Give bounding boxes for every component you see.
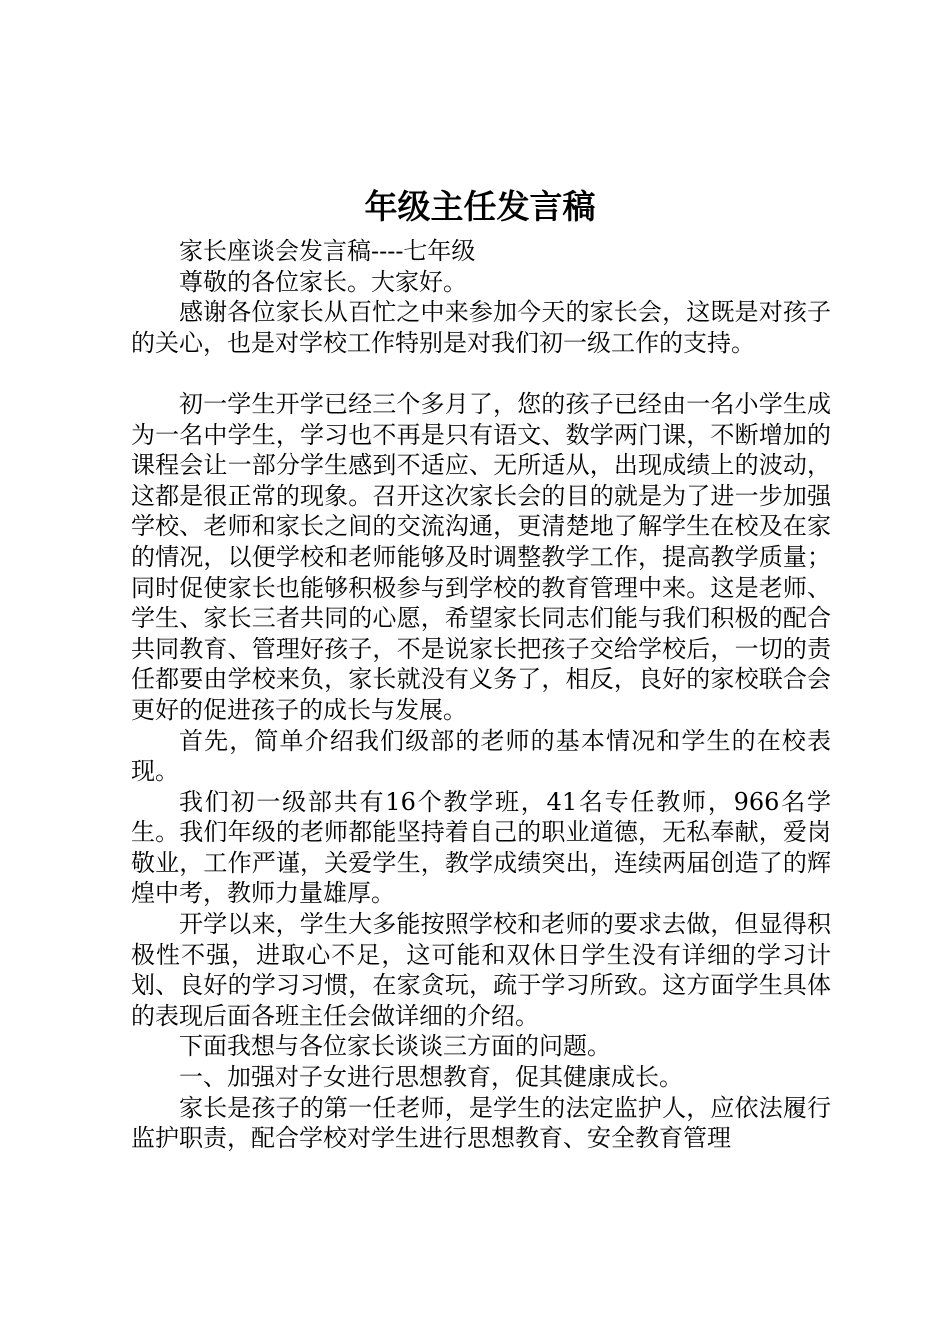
paragraph-first: 首先，简单介绍我们级部的老师的基本情况和学生的在校表现。 bbox=[131, 726, 831, 786]
document-title: 年级主任发言稿 bbox=[364, 187, 596, 226]
blank-line bbox=[131, 358, 831, 389]
greeting-line: 尊敬的各位家长。大家好。 bbox=[179, 267, 467, 296]
paragraph-teachers: 我们初一级部共有16个教学班，41名专任教师，966名学生。我们年级的老师都能坚持着自己的职业道德，无私奉献，爱岗敬业，工作严谨，关爱学生，教学成绩突出，连续两届创造了的辉煌中考，教师力量雄厚。 bbox=[131, 787, 831, 908]
paragraph-parents: 家长是孩子的第一任老师，是学生的法定监护人，应依法履行监护职责，配合学校对学生进行思想教育、安全教育管理 bbox=[131, 1093, 831, 1153]
paragraph-intro: 初一学生开学已经三个多月了，您的孩子已经由一名小学生成为一名中学生，学习也不再是只有语文、数学两门课，不断增加的课程会让一部分学生感到不适应、无所适从，出现成绩上的波动，这都是很正常的现象。召开这次家长会的目的就是为了进一步加强学校、老师和家长之间的交流沟通，更清楚地了解学生在校及在家的情况，以便学校和老师能够及时调整教学工作，提高教学质量；同时促使家长也能够积极参与到学校的教育管理中来。这是老师、学生、家长三者共同的心愿，希望家长同志们能与我们积极的配合共同教育、管理好孩子，不是说家长把孩子交给学校后，一切的责任都要由学校来负，家长就没有义务了，相反，良好的家校联合会更好的促进孩子的成长与发展。 bbox=[131, 389, 831, 724]
paragraph-thanks: 感谢各位家长从百忙之中来参加今天的家长会，这既是对孩子的关心，也是对学校工作特别是对我们初一级工作的支持。 bbox=[131, 298, 831, 357]
paragraph-three-issues: 下面我想与各位家长谈谈三方面的问题。 bbox=[179, 1032, 611, 1061]
section-heading-one: 一、加强对子女进行思想教育，促其健康成长。 bbox=[179, 1063, 683, 1092]
document-body bbox=[131, 236, 831, 1154]
paragraph-students: 开学以来，学生大多能按照学校和老师的要求去做，但显得积极性不强，进取心不足，这可能和双休日学生没有详细的学习计划、良好的学习习惯，在家贪玩，疏于学习所致。这方面学生具体的表现后面各班主任会做详细的介绍。 bbox=[131, 910, 831, 1030]
subtitle-line: 家长座谈会发言稿----七年级 bbox=[179, 237, 476, 265]
